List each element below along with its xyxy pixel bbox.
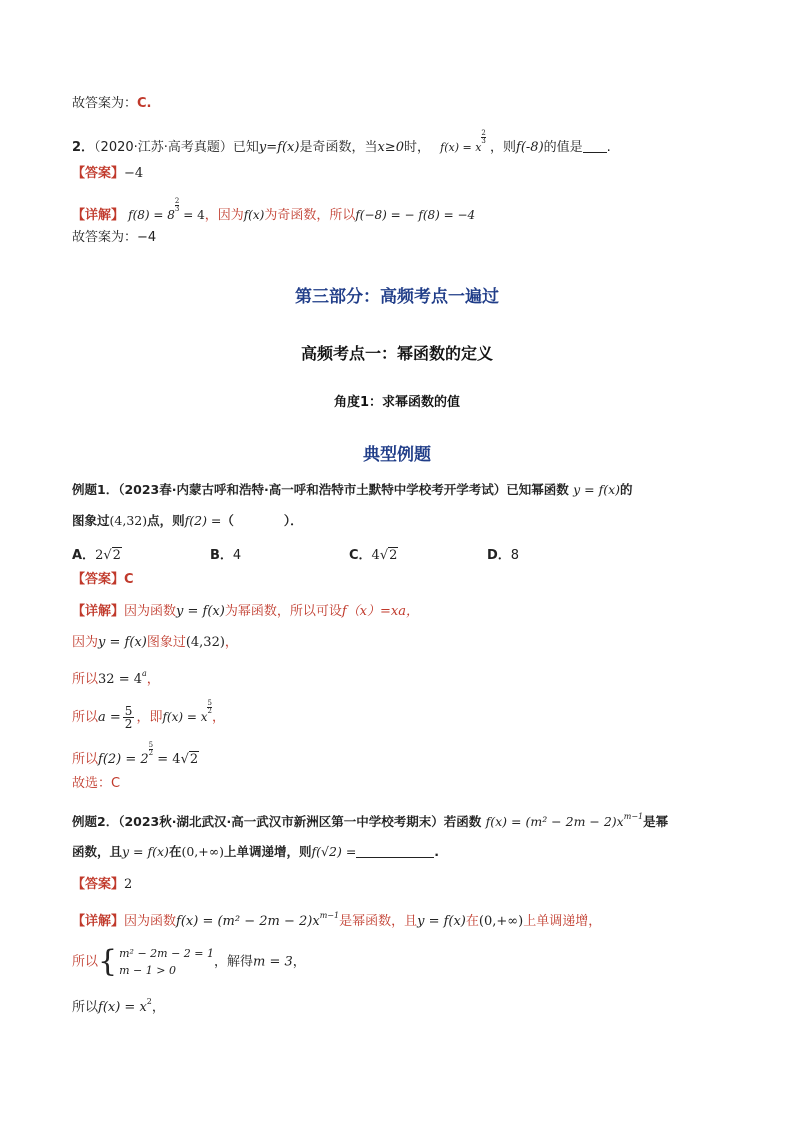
ex1-detail-line5: 所以f(2) = 2 $\frac{5}{2}$ = 4√2	[72, 741, 199, 767]
q2-answer-label: 【答案】	[72, 166, 125, 181]
angle1-title: 角度1：求幂函数的值	[333, 395, 461, 410]
ex1-line2-a: 图象过	[72, 513, 110, 528]
ex1-detail-line2: 因为y = f(x)图象过(4,32)，	[72, 635, 238, 650]
q2-detail-t1: ，因为	[204, 208, 244, 223]
q2-exponent: $\frac{2}{3}$	[481, 129, 486, 145]
ex2-detail-line1: 【详解】因为函数$f(x) = (m^2 - 2m - 2)x^{m-1}$是幂函数，且y = f(x)在(0,+∞)上单调递增，	[72, 911, 602, 929]
ex1-f2: f(2) =	[184, 513, 222, 528]
ex2-detail-line2: 所以{ m² − 2m − 2 = 1 m − 1 > 0 ，解得m = 3，	[72, 944, 306, 979]
ex1-answer-value: C	[124, 572, 134, 587]
question-2	[72, 130, 611, 157]
example-2-line1: 例题2．（2023秋·湖北武汉·高一武汉市新洲区第一中学校考期末）若函数 $f(x) = (m^2 - 2m - 2)x^{m-1}$是幂	[72, 812, 669, 829]
q2-answer	[72, 165, 143, 183]
q2-detail-expr2: f(x)	[243, 208, 265, 222]
topic1-title: 高频考点一：幂函数的定义	[300, 344, 493, 363]
q2-detail-expr1: f(8) = 8	[128, 208, 175, 222]
q2-source: （2020·江苏·高考真题）	[94, 140, 233, 155]
example-2-line2: 函数，且y = f(x)在(0,+∞)上单调递增，则f(√2) = .	[72, 844, 440, 859]
ex1-option-b: B．4	[210, 548, 242, 563]
typical-examples-title: 典型例题	[363, 445, 431, 465]
ex1-paren: （ ）．	[221, 513, 303, 528]
ex1-label: 例题1．	[72, 482, 119, 497]
ex1-func: y = f(x)	[573, 482, 621, 497]
q2-text-a: 已知	[232, 140, 259, 155]
ex2-answer-blank	[356, 845, 434, 858]
ex1-option-c: C．4√2	[349, 548, 398, 563]
q2-text-f: ，则	[490, 140, 517, 155]
q2-text-b: y=f(x)	[258, 140, 300, 155]
q2-text-d: x≥0	[377, 140, 404, 155]
q2-final: 故答案为：−4	[72, 230, 157, 245]
q2-text-g: f(-8)	[516, 140, 544, 155]
q2-text-c: 是奇函数，当	[299, 140, 378, 155]
ex1-detail-line6: 故选：C	[72, 776, 121, 791]
example-1-line1	[72, 481, 633, 499]
ex1-end: 的	[620, 482, 633, 497]
ex1-detail-line1: 【详解】因为函数y = f(x)为幂函数，所以可设f（x）=xa，	[72, 604, 419, 619]
q2-text-h: 的值是	[543, 140, 583, 155]
ex1-option-a: A．2√2	[72, 548, 121, 563]
q2-detail-t2: 为奇函数，所以	[264, 208, 356, 223]
q2-number: 2．	[72, 140, 95, 155]
ex1-line2-b: 点，则	[147, 513, 185, 528]
q2-text-i: .	[606, 140, 611, 155]
prev-answer-prefix: 故答案为：	[72, 96, 138, 111]
q2-text-e: 时，	[403, 140, 430, 155]
ex2-detail-line3: 所以$f(x) = x^2$，	[72, 997, 165, 1015]
q2-func: f(x) = x	[440, 141, 482, 154]
ex1-point: (4,32)	[109, 513, 148, 528]
part3-title: 第三部分：高频考点一遍过	[295, 287, 499, 307]
ex1-option-d: D．8	[487, 548, 520, 563]
ex1-detail-line4: 所以a = $\frac{5}{2}$ ，即f(x) = x $\frac{5}{2}$ ，	[72, 699, 225, 731]
ex1-answer-label: 【答案】	[72, 572, 125, 587]
prev-answer-value: C.	[137, 96, 152, 111]
prev-answer-line	[72, 95, 152, 113]
ex1-detail-label: 【详解】	[72, 604, 125, 619]
q2-detail-label: 【详解】	[72, 208, 125, 223]
q2-answer-blank	[583, 140, 607, 153]
ex1-detail-line3: 所以$32 = 4^a$，	[72, 669, 160, 687]
q2-detail	[72, 198, 475, 225]
q2-detail-expr3: f(−8) = − f(8) = −4	[355, 208, 476, 222]
example-1-line2	[72, 512, 303, 530]
ex1-source: （2023春·内蒙古呼和浩特·高一呼和浩特市土默特中学校考开学考试）已知幂函数	[118, 482, 569, 497]
q2-detail-exponent: $\frac{2}{3}$	[174, 197, 180, 213]
ex2-answer: 【答案】2	[72, 877, 133, 892]
q2-answer-value: −4	[124, 166, 144, 181]
ex1-answer	[72, 571, 134, 589]
q2-detail-expr1b: = 4	[179, 208, 205, 222]
